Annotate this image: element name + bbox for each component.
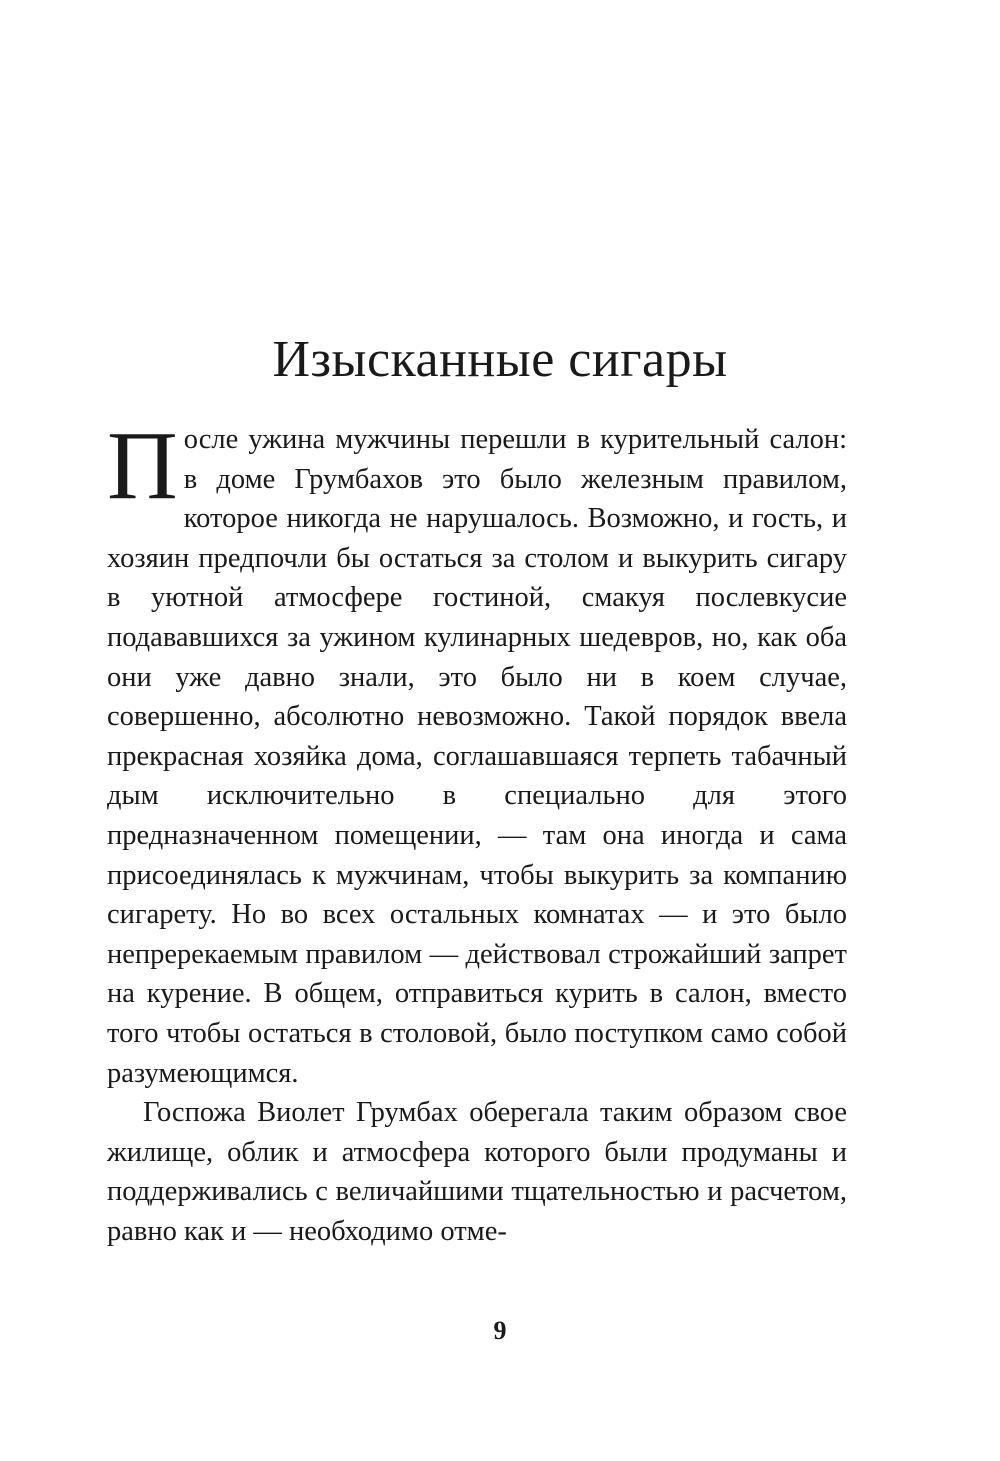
chapter-body: [107, 412, 847, 1251]
paragraph-1-text: осле ужина мужчины перешли в курительный салон: в доме Грумбахов это было железным правилом, которое никогда не нарушалось. Возможно, и гость, и хозяин предпочли бы остаться за столом и выкурить сигару в уютной атмосфере гостиной, смакуя послевкусие подававшихся за ужином кулинарных шедевров, но, как оба они уже давно знали, это было ни в коем случае, совершенно, абсолютно невозможно. Такой порядок ввела прекрасная хозяйка дома, соглашавшаяся терпеть табачный дым исключительно в специально для этого предназначенном помещении, — там она иногда и сама присоединялась к мужчинам, чтобы выкурить за компанию сигарету. Но во всех остальных комнатах — и это было непререкаемым правилом — действовал строжайший запрет на курение. В общем, отправиться курить в салон, вместо того чтобы остаться в столовой, было поступком само собой разумеющимся.: [107, 424, 847, 1089]
drop-cap-letter: П: [107, 412, 178, 520]
paragraph-1: [107, 412, 847, 1093]
page-number: 9: [493, 1316, 507, 1345]
chapter-title: Изысканные сигары: [272, 331, 728, 388]
paragraph-2: Госпожа Виолет Грумбах оберегала таким образом свое жилище, облик и атмосфера которого были продуманы и поддерживались с величайшими тщательностью и расчетом, равно как и — необходимо отме-: [107, 1097, 847, 1247]
